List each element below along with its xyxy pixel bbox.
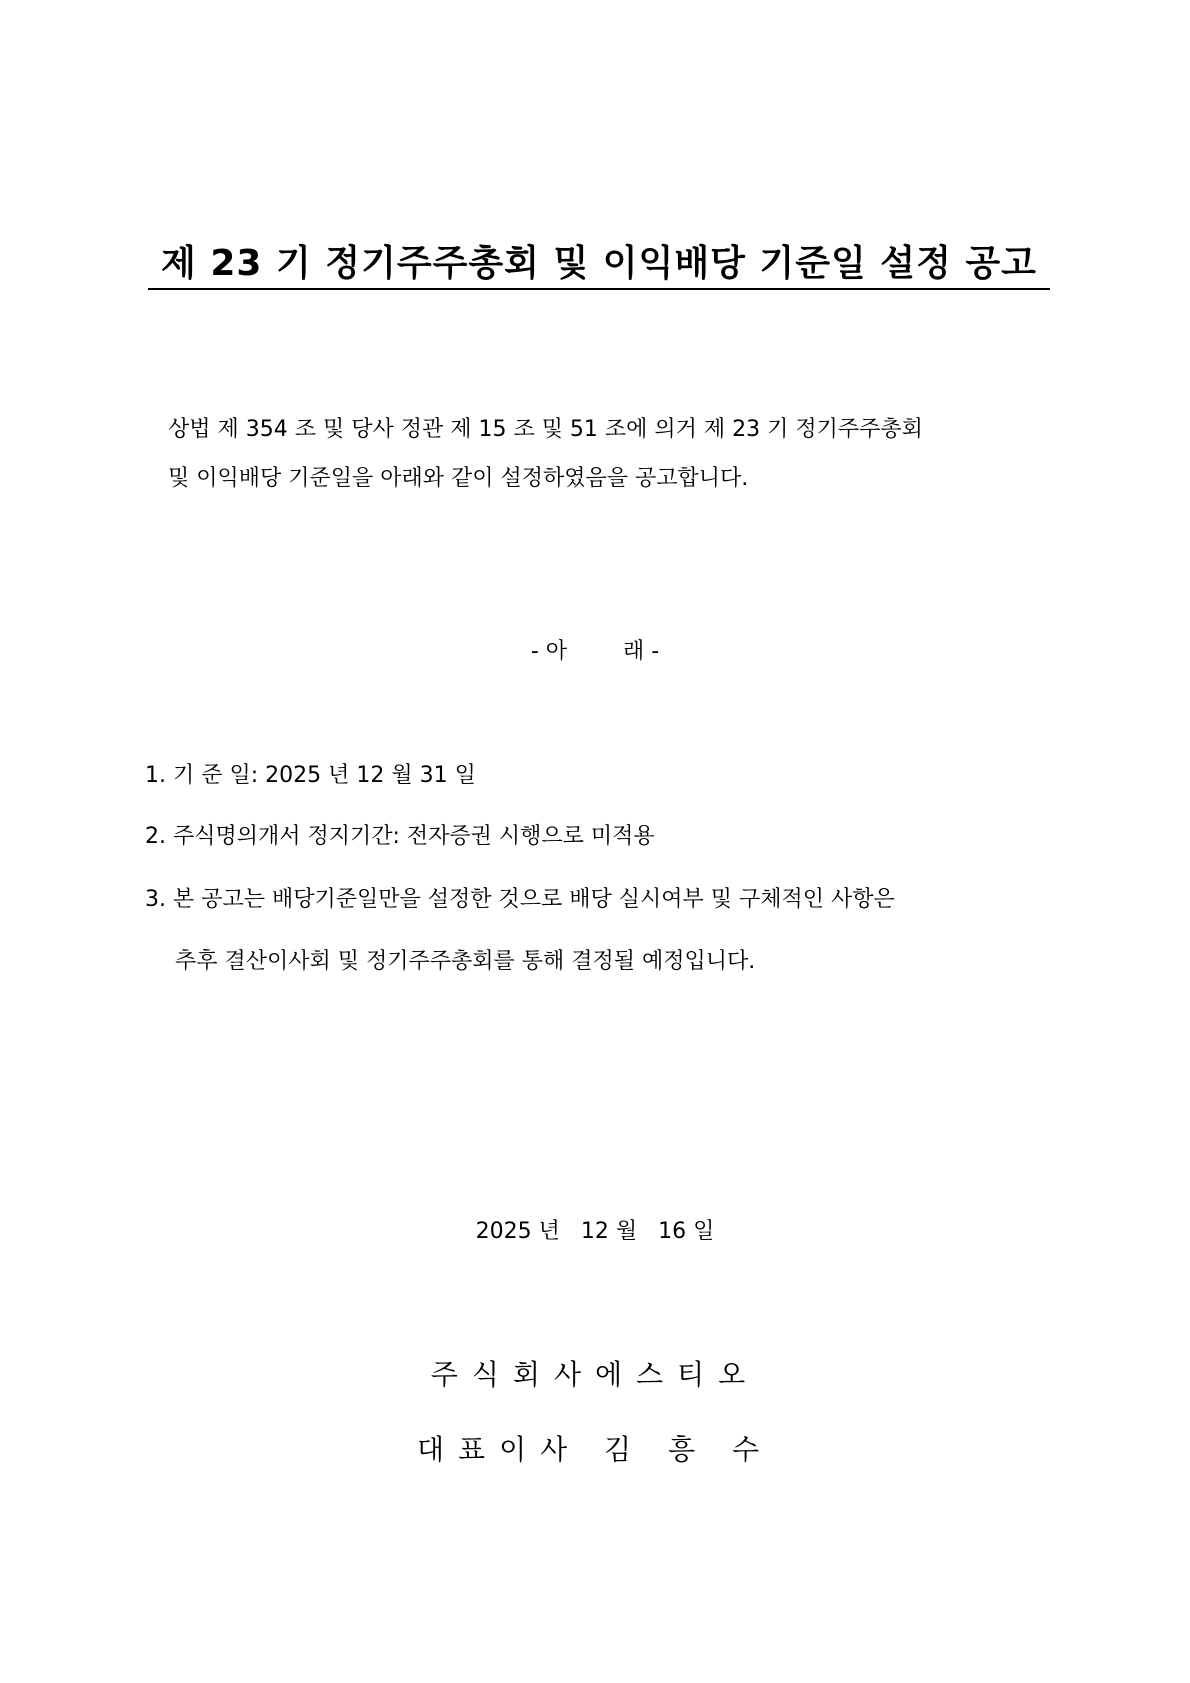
notice-date: 2025 년 12 월 16 일	[475, 1219, 715, 1244]
title-underline	[148, 288, 1050, 290]
list-item-register-closure: 2. 주식명의개서 정지기간: 전자증권 시행으로 미적용	[145, 824, 655, 849]
list-item-record-date: 1. 기 준 일: 2025 년 12 월 31 일	[145, 763, 476, 788]
list-item-notice-scope-continuation: 추후 결산이사회 및 정기주주총회를 통해 결정될 예정입니다.	[175, 949, 756, 974]
intro-paragraph-line-2: 및 이익배당 기준일을 아래와 같이 설정하였음을 공고합니다.	[168, 466, 749, 491]
list-item-notice-scope: 3. 본 공고는 배당기준일만을 설정한 것으로 배당 실시여부 및 구체적인 사항은	[145, 887, 895, 912]
representative-name: 대표이사 김 흥 수	[416, 1433, 774, 1466]
company-name: 주식회사에스티오	[430, 1358, 760, 1391]
notice-title: 제 23 기 정기주주총회 및 이익배당 기준일 설정 공고	[161, 243, 1037, 284]
section-heading: - 아 래 -	[530, 639, 660, 664]
intro-paragraph-line-1: 상법 제 354 조 및 당사 정관 제 15 조 및 51 조에 의거 제 23 기 정기주주총회	[168, 417, 923, 442]
